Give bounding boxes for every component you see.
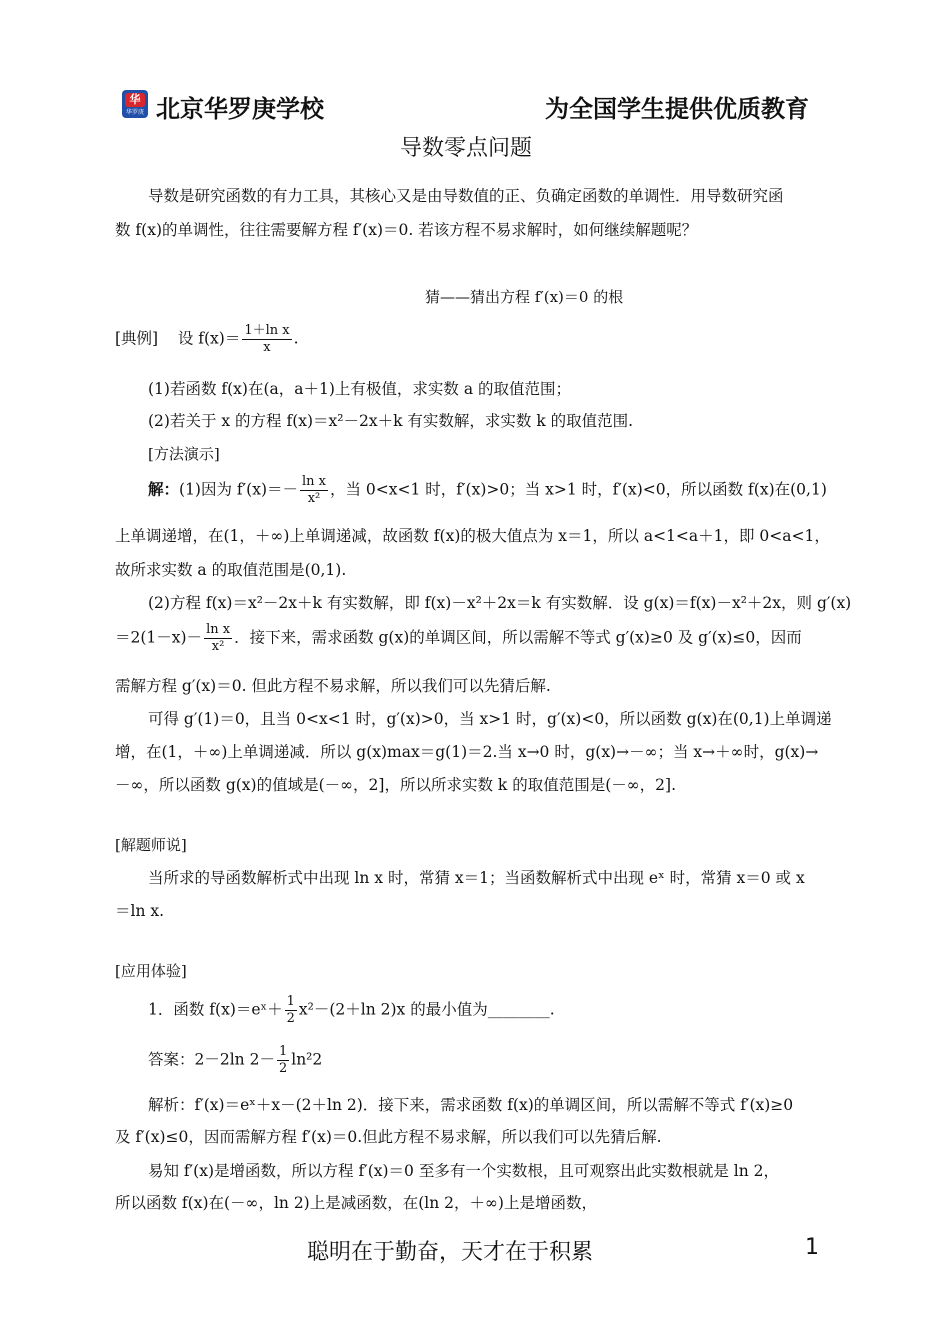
practice-question-1 bbox=[148, 994, 555, 1027]
analysis-line-3: 易知 f′(x)是增函数，所以方程 f′(x)＝0 至多有一个实数根，且可观察出此实数根就是 ln 2， bbox=[148, 1162, 779, 1180]
solution-line-9: －∞，所以函数 g(x)的值域是(－∞，2]，所以所求实数 k 的取值范围是(－∞，2]. bbox=[115, 776, 677, 794]
answer-line bbox=[148, 1044, 322, 1077]
pq1-frac-den: 2 bbox=[286, 1011, 295, 1026]
question-2: (2)若关于 x 的方程 f(x)＝x²－2x＋k 有实数解，求实数 k 的取值范围. bbox=[148, 412, 634, 430]
def-suffix: . bbox=[293, 329, 299, 348]
pq1-frac-num: 1 bbox=[286, 994, 295, 1009]
solution-line-2: 上单调递增，在(1，＋∞)上单调递减，故函数 f(x)的极大值点为 x＝1，所以 a<1<a＋1，即 0<a<1， bbox=[115, 527, 830, 545]
ans-frac-den: 2 bbox=[278, 1061, 288, 1076]
sol5-b: ．接下来，需求函数 g(x)的单调区间，所以需解不等式 g′(x)≥0 及 g′(x)≤0，因而 bbox=[234, 628, 802, 647]
analysis-line-4: 所以函数 f(x)在(－∞，ln 2)上是减函数，在(ln 2，＋∞)上是增函数， bbox=[115, 1194, 597, 1212]
page-number: 1 bbox=[805, 1235, 819, 1260]
solution-line-6: 需解方程 g′(x)＝0. 但此方程不易求解，所以我们可以先猜后解. bbox=[115, 677, 551, 695]
intro-line-2: 数 f(x)的单调性，往往需要解方程 f′(x)＝0. 若该方程不易求解时，如何继续解题呢？ bbox=[115, 221, 698, 239]
sol5-fraction bbox=[204, 622, 232, 655]
teacher-line-1: 当所求的导函数解析式中出现 ln x 时，常猜 x＝1；当函数解析式中出现 eˣ 时，常猜 x＝0 或 x bbox=[148, 869, 805, 887]
sol1-frac-den: x² bbox=[307, 491, 321, 506]
pq1-fraction bbox=[285, 994, 297, 1027]
question-1: (1)若函数 f(x)在(a，a＋1)上有极值，求实数 a 的取值范围； bbox=[148, 380, 571, 398]
method-label: [方法演示] bbox=[148, 445, 220, 463]
logo-text: 华罗庚 bbox=[125, 109, 144, 116]
solution-label: 解： bbox=[148, 479, 180, 499]
example-definition bbox=[115, 323, 299, 356]
example-label: [典例] bbox=[115, 329, 159, 348]
ans-b: ln²2 bbox=[291, 1050, 323, 1069]
section-heading: 猜——猜出方程 f′(x)＝0 的根 bbox=[425, 288, 624, 306]
pq1-b: x²－(2＋ln 2)x 的最小值为________. bbox=[298, 1000, 555, 1019]
logo-mark-icon: 华 bbox=[129, 93, 141, 106]
ans-fraction bbox=[277, 1044, 289, 1077]
solution-line-5 bbox=[115, 622, 802, 655]
school-name: 北京华罗庚学校 bbox=[156, 95, 324, 123]
ans-a: 答案：2－2ln 2－ bbox=[148, 1050, 275, 1069]
ans-frac-num: 1 bbox=[278, 1044, 288, 1059]
intro-line-1: 导数是研究函数的有力工具，其核心又是由导数值的正、负确定函数的单调性．用导数研究函 bbox=[148, 187, 784, 205]
solution-line-3: 故所求实数 a 的取值范围是(0,1). bbox=[115, 561, 347, 579]
footer-motto: 聪明在于勤奋，天才在于积累 bbox=[307, 1240, 594, 1265]
analysis-line-1: 解析：f′(x)＝eˣ＋x－(2＋ln 2)．接下来，需求函数 f(x)的单调区间，所以需解不等式 f′(x)≥0 bbox=[148, 1096, 794, 1114]
teacher-label: [解题师说] bbox=[115, 836, 187, 854]
def-fraction bbox=[242, 323, 291, 356]
header-slogan: 为全国学生提供优质教育 bbox=[545, 95, 809, 123]
teacher-line-2: ＝ln x. bbox=[115, 902, 165, 920]
def-frac-den: x bbox=[263, 340, 271, 355]
page-title: 导数零点问题 bbox=[400, 136, 533, 161]
solution-line-7: 可得 g′(1)＝0，且当 0<x<1 时，g′(x)>0，当 x>1 时，g′(x)<0，所以函数 g(x)在(0,1)上单调递 bbox=[148, 710, 832, 728]
sol1-fraction bbox=[300, 474, 328, 507]
def-prefix: 设 f(x)＝ bbox=[177, 329, 241, 348]
def-frac-num: 1＋ln x bbox=[244, 323, 290, 338]
sol5-a: ＝2(1－x)－ bbox=[115, 628, 203, 647]
solution-line-8: 增，在(1，＋∞)上单调递减．所以 g(x)max＝g(1)＝2.当 x→0 时，g(x)→－∞；当 x→＋∞时，g(x)→ bbox=[115, 743, 819, 761]
pq1-a: 1．函数 f(x)＝eˣ＋ bbox=[148, 1000, 283, 1019]
school-logo bbox=[122, 90, 148, 118]
practice-label: [应用体验] bbox=[115, 962, 187, 980]
sol5-frac-num: ln x bbox=[206, 622, 231, 637]
sol5-frac-den: x² bbox=[211, 639, 225, 654]
sol1-b: ，当 0<x<1 时，f′(x)>0；当 x>1 时，f′(x)<0，所以函数 f(x)在(0,1) bbox=[330, 480, 827, 499]
sol1-a: (1)因为 f′(x)＝－ bbox=[179, 480, 298, 499]
sol1-frac-num: ln x bbox=[302, 474, 326, 489]
solution-line-1 bbox=[148, 474, 827, 507]
analysis-line-2: 及 f′(x)≤0，因而需解方程 f′(x)＝0.但此方程不易求解，所以我们可以先猜后解. bbox=[115, 1128, 662, 1146]
solution-line-4: (2)方程 f(x)＝x²－2x＋k 有实数解，即 f(x)－x²＋2x＝k 有实数解．设 g(x)＝f(x)－x²＋2x，则 g′(x) bbox=[148, 594, 852, 612]
